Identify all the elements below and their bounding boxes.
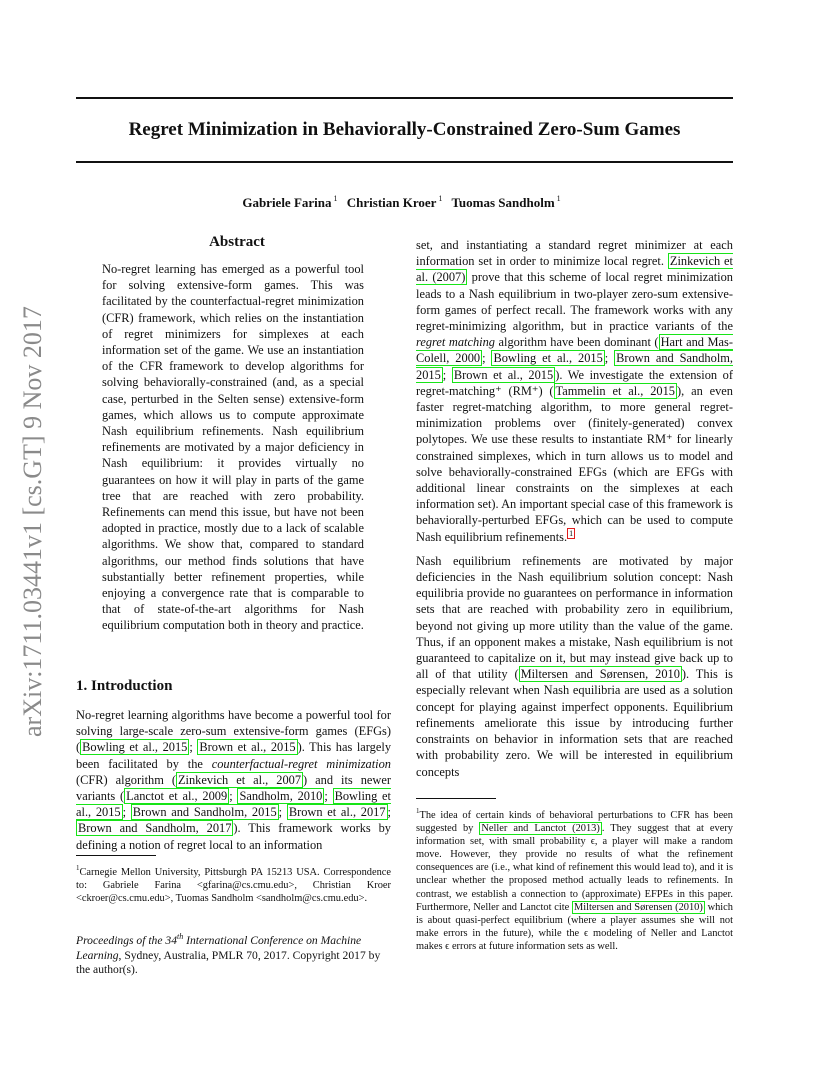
author-name: Tuomas Sandholm [451,195,555,210]
citation-link[interactable]: Brown et al., 2015 [453,367,554,382]
citation-link[interactable]: Bowling et al., 2015 [82,740,188,755]
paper-title: Regret Minimization in Behaviorally-Constrained Zero-Sum Games [128,119,681,140]
proceedings-note: Proceedings of the 34th International Conference on Machine Learning, Sydney, Australia, PMLR 70, 2017. Copyright 2017 by the author(s). [76,932,381,977]
citation-link[interactable]: Miltersen and Sørensen, 2010 [520,667,680,682]
affiliation-mark: 1 [333,194,338,203]
footnote-rule-left [76,855,156,856]
author-name: Christian Kroer [346,195,437,210]
citation-link[interactable]: Brown et al., 2015 [199,740,296,755]
citation-link[interactable]: Miltersen and Sørensen (2010) [573,901,703,913]
top-rule [76,97,733,99]
citation-link[interactable]: Brown and Sandholm, 2015 [132,805,277,820]
right-paragraph-1: set, and instantiating a standard regret minimizer at each information set in order to minimize local regret. Zinkevich et al. (2007) prove that this scheme of local regret minimization leads to a Nash equilibrium in two-player zero-sum extensive-form games of perfect recall. The framework works with any regret-minimizing algorithm, but in practice variants of the regret matching algorithm have been dominant ( Hart and Mas-Colell, 2000 ; Bowling et al., 2015 ; Brown and Sandholm, 2015 ; Brown et al., 2015 ). We investigate the extension of regret-matching⁺ (RM⁺) ( Tammelin et al., 2015 ), an even faster regret-matching algorithm, to more general regret-minimization problems over (finitely-generated) convex polytopes. We use these results to instantiate RM⁺ for linearly constrained simplexes, which in turn allows us to model and solve behaviorally-constrained EFGs (which are EFGs with additional linear constraints on the simplexes at each information set). An important special case of this framework is behaviorally-perturbed EFGs, which can be used to compute Nash equilibrium refinements. $^1$ [416,238,734,544]
footnote-1: $^1$The idea of certain kinds of behavioral perturbations to CFR has been suggested by Neller and Lanctot (2013) . They suggest that at every information set, with small probability ϵ, a player will make a random move. However, they provide no results of what the refinement consequences are (i.e., what kind of refinement this would lead to), and it is unclear whether the proposed method actually leads to refinements. In contrast, we establish a connection to (approximate) EFPEs in this paper. Furthermore, Neller and Lanctot cite Miltersen and Sørensen (2010) which is about quasi-perfect equilibrium (where a player assumes she will not make errors in the future), while the ϵ modeling of Neller and Lanctot makes ϵ errors at future information sets as well. [416,807,733,952]
affiliation-mark: 1 [556,194,561,203]
citation-link[interactable]: Tammelin et al., 2015 [555,383,675,398]
footnote-link[interactable]: 1 [569,528,574,538]
right-column-body [416,237,733,780]
author-name: Gabriele Farina [242,195,332,210]
affiliation-mark: 1 [438,194,443,203]
citation-link[interactable]: Hart and Mas-Colell, 2000 [416,335,733,366]
abstract-text: No-regret learning has emerged as a powerful tool for solving extensive-form games. This was facilitated by the counterfactual-regret minimization (CFR) framework, which relies on the instantiation of regret minimizers for simplexes at each information set of the game. We use an instantiation of the CFR framework to develop algorithms for solving behaviorally-constrained (and, as a special case, perturbed in the Selten sense) extensive-form games, which allows us to compute approximate Nash equilibrium refinements. Nash equilibrium refinements are motivated by a major deficiency in Nash equilibrium: it provides virtually no guarantees on how it will play in parts of the game tree that are reached with zero probability. Refinements can mend this issue, but have not been adopted in practice, mostly due to a lack of scalable algorithms. We show that, compared to standard algorithms, our method finds solutions that have substantially better refinement properties, while enjoying a convergence rate that is comparable to that of state-of-the-art algorithms for Nash equilibrium computation both in theory and practice. [102,262,364,633]
citation-link[interactable]: Brown and Sandholm, 2017 [78,821,232,836]
citation-link[interactable]: Brown and Sandholm, 2015 [416,351,733,382]
section-heading-introduction: 1. Introduction [76,678,173,694]
citation-link[interactable]: Bowling et al., 2015 [493,351,603,366]
citation-link[interactable]: Brown et al., 2017 [288,805,386,820]
author-list [76,190,733,212]
citation-link[interactable]: Zinkevich et al., 2007 [177,772,302,787]
citation-link[interactable]: Lanctot et al., 2009 [126,789,228,804]
abstract-heading: Abstract [209,234,265,250]
footnote-rule-right [416,798,496,799]
introduction-paragraph: No-regret learning algorithms have become a powerful tool for solving large-scale zero-sum extensive-form games (EFGs) ( Bowling et al., 2015 ; Brown et al., 2015 ). This has largely been facilitated by the counterfactual-regret minimization (CFR) algorithm ( Zinkevich et al., 2007 ) and its newer variants ( Lanctot et al., 2009 ; Sandholm, 2010 ; Bowling et al., 2015 ; Brown and Sandholm, 2015 ; Brown et al., 2017 ; Brown and Sandholm, 2017 ). This framework works by defining a notion of regret local to an information [76,708,392,852]
affiliation-footnote: $^1$Carnegie Mellon University, Pittsburgh PA 15213 USA. Correspondence to: Gabriele Farina <gfarina@cs.cmu.edu>, Christian Kroer <ckroer@cs.cmu.edu>, Tuomas Sandholm <sandholm@cs.cmu.edu>. [76,864,391,905]
citation-link[interactable]: Zinkevich et al. (2007) [416,254,734,285]
introduction-body [76,707,391,853]
citation-link[interactable]: Sandholm, 2010 [239,789,323,804]
arxiv-identifier: arXiv:1711.03441v1 [cs.GT] 9 Nov 2017 [18,306,47,738]
title-bottom-rule [76,161,733,163]
right-paragraph-2: Nash equilibrium refinements are motivated by major deficiencies in the Nash equilibrium solution concept: Nash equilibria provide no guarantees on performance in information sets that are reached with probability zero in equilibrium, beyond not giving up more utility than the value of the game. Thus, if an opponent makes a mistake, Nash equilibrium is not guaranteed to capitalize on it, but may instead give back up to all of that utility ( Miltersen and Sørensen, 2010 ). This is especially relevant when Nash equilibria are used as a solution concept for playing against imperfect opponents. Equilibrium refinements ameliorate this issue by introducing further constraints on behavior in information sets that are reached with probability zero. We will be interested in equilibrium concepts [416,553,733,779]
citation-link[interactable]: Neller and Lanctot (2013) [481,823,600,835]
citation-link[interactable]: Bowling et al., 2015 [76,789,392,820]
abstract-body [102,261,364,634]
